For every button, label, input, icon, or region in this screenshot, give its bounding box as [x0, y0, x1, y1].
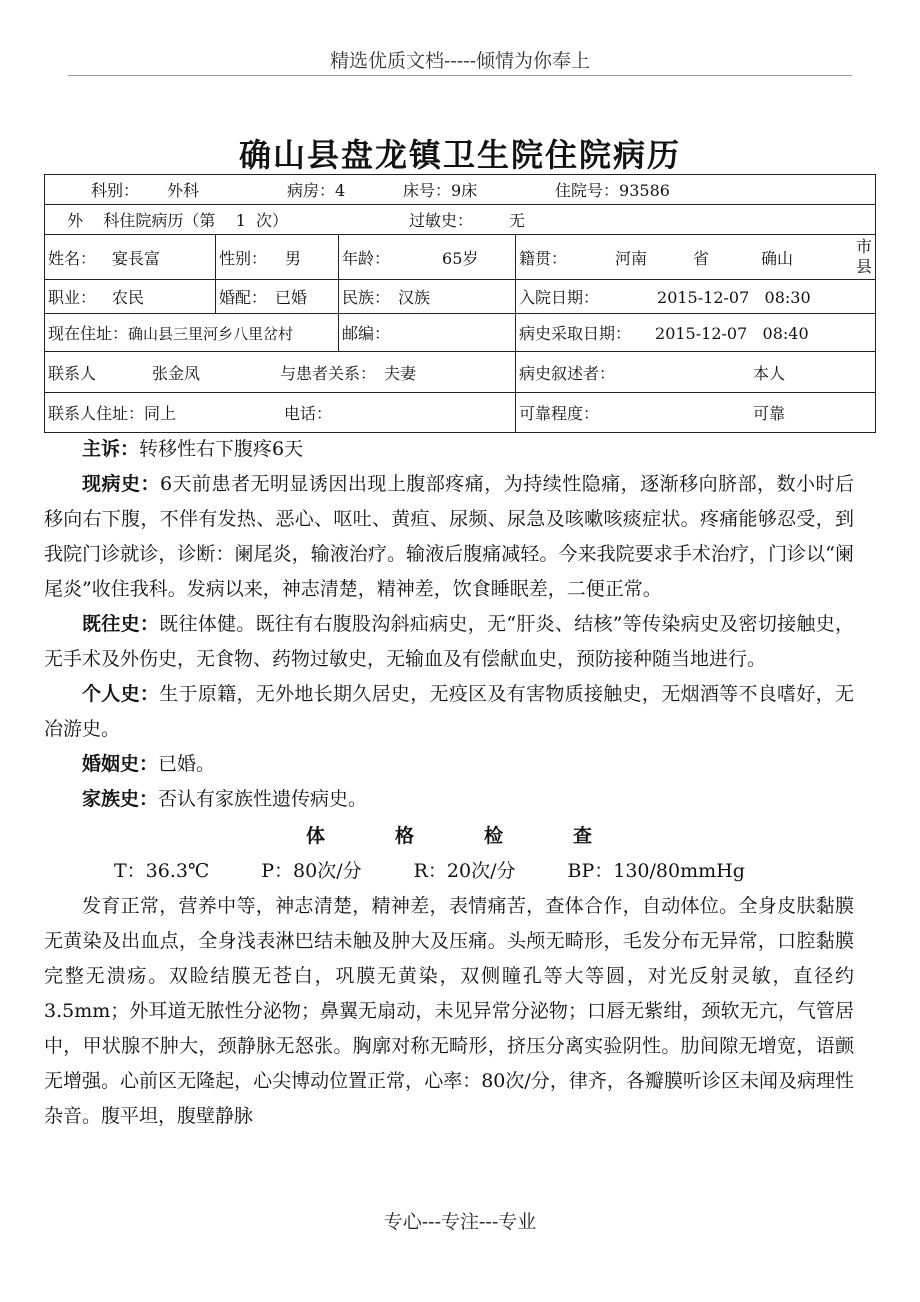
footer-note: 专心---专注---专业 — [383, 1211, 537, 1233]
family-label: 家族史： — [82, 788, 159, 810]
vital-pulse: P：80次/分 — [261, 860, 362, 882]
info-row-dept — [45, 175, 876, 205]
admno-label: 住院号： — [555, 181, 620, 200]
admit-label: 入院日期： — [519, 288, 600, 307]
contact-cell — [45, 352, 516, 393]
age-cell — [339, 235, 516, 280]
marital-history — [44, 747, 854, 782]
ethnic-label: 民族： — [342, 288, 391, 307]
allergy-label: 过敏史： — [409, 211, 474, 230]
narrator-value: 本人 — [753, 363, 786, 383]
vital-resp: R：20次/分 — [413, 860, 516, 882]
header-note: 精选优质文档-----倾情为你奉上 — [329, 50, 591, 72]
exam-heading-char: 格 — [394, 825, 414, 847]
personal-text: 生于原籍，无外地长期久居史，无疫区及有害物质接触史，无烟酒等不良嗜好，无冶游史。 — [44, 683, 854, 740]
ward-label: 病房： — [287, 181, 336, 200]
patient-info-table — [44, 174, 876, 433]
ward-value: 4 — [335, 181, 346, 200]
header-divider — [68, 75, 852, 76]
name-label: 姓名： — [48, 248, 97, 268]
exam-heading-char: 检 — [484, 825, 504, 847]
record-type: 外 科住院病历（第 1 次） — [67, 211, 289, 230]
relation-value: 夫妻 — [384, 363, 417, 383]
personal-history — [44, 677, 854, 747]
city-suffix-xian: 县 — [855, 257, 872, 276]
job-label: 职业： — [48, 288, 97, 307]
addr-label: 现在住址： — [48, 324, 129, 343]
contact-value: 张金凤 — [152, 363, 201, 383]
admit-cell — [516, 280, 876, 314]
hist-date-cell — [516, 314, 876, 352]
past-history — [44, 607, 854, 677]
city-suffix-shi: 市 — [855, 237, 872, 256]
admno-value: 93586 — [619, 181, 670, 200]
exam-heading-char: 查 — [573, 825, 593, 847]
contact-addr-cell — [45, 393, 516, 433]
past-label: 既往史： — [82, 613, 160, 635]
exam-heading — [44, 819, 854, 854]
zip-cell — [339, 314, 516, 352]
page-title: 确山县盘龙镇卫生院住院病历 — [238, 136, 681, 174]
info-row-record — [45, 205, 876, 235]
allergy-value: 无 — [509, 211, 526, 230]
chief-text: 转移性右下腹疼6天 — [139, 438, 304, 460]
present-illness — [44, 467, 854, 607]
chief-label: 主诉： — [82, 438, 140, 460]
job-value: 农民 — [112, 288, 145, 307]
name-cell — [45, 235, 216, 280]
zip-label: 邮编： — [342, 324, 391, 343]
sex-label: 性别： — [219, 248, 268, 268]
phone-label: 电话： — [284, 404, 333, 423]
narrator-label: 病史叙述者： — [519, 363, 616, 383]
addr-cell — [45, 314, 339, 352]
contact-addr-value: 同上 — [144, 404, 177, 423]
age-value: 65岁 — [442, 248, 479, 268]
narrator-cell — [516, 352, 876, 393]
bed-value: 9床 — [451, 181, 478, 200]
addr-value: 确山县三里河乡八里岔村 — [128, 325, 294, 343]
contact-addr-label: 联系人住址： — [48, 404, 145, 423]
native-label: 籍贯： — [519, 248, 568, 268]
job-cell — [45, 280, 216, 314]
admit-date: 2015-12-07 08:30 — [657, 288, 811, 307]
vital-bp: BP：130/80mmHg — [567, 860, 745, 882]
family-text: 否认有家族性遗传病史。 — [158, 788, 368, 810]
hist-date-label: 病史采取日期： — [519, 324, 632, 343]
sex-value: 男 — [285, 248, 302, 268]
personal-label: 个人史： — [82, 683, 160, 705]
city-value: 确山 — [761, 248, 794, 268]
present-label: 现病史： — [82, 473, 160, 495]
dept-label: 科别： — [91, 181, 140, 200]
reliability-label: 可靠程度： — [519, 404, 600, 423]
history-sections — [44, 432, 854, 1134]
chief-complaint — [44, 432, 854, 467]
reliability-value: 可靠 — [753, 404, 786, 423]
marital-text: 已婚。 — [158, 753, 216, 775]
city-suffix — [856, 237, 872, 277]
province-suffix: 省 — [693, 248, 710, 268]
bed-label: 床号： — [403, 181, 452, 200]
exam-body: 发育正常，营养中等，神志清楚，精神差，表情痛苦，查体合作，自动体位。全身皮肤黏膜无黄染及出血点，全身浅表淋巴结未触及肿大及压痛。头颅无畸形，毛发分布无异常，口腔黏膜完整无溃疡。双睑结膜无苍白，巩膜无黄染，双侧瞳孔等大等圆，对光反射灵敏，直径约3.5mm；外耳道无脓性分泌物；鼻翼无扇动，未见异常分泌物；口唇无紫绀，颈软无亢，气管居中，甲状腺不肿大，颈静脉无怒张。胸廓对称无畸形，挤压分离实验阴性。肋间隙无增宽，语颤无增强。心前区无隆起，心尖博动位置正常，心率：80次/分，律齐，各瓣膜听诊区未闻及病理性杂音。腹平坦，腹壁静脉 — [44, 895, 854, 1127]
hist-date: 2015-12-07 08:40 — [655, 324, 809, 343]
ethnic-value: 汉族 — [398, 288, 431, 307]
age-label: 年龄： — [342, 248, 391, 268]
marital-label: 婚姻史： — [82, 753, 159, 775]
ethnic-cell — [339, 280, 516, 314]
present-text: 6天前患者无明显诱因出现上腹部疼痛，为持续性隐痛，逐渐移向脐部，数小时后移向右下腹，不伴有发热、恶心、呕吐、黄疸、尿频、尿急及咳嗽咳痰症状。疼痛能够忍受，到我院门诊就诊，诊断：阑尾炎，输液治疗。输液后腹痛减轻。今来我院要求手术治疗，门诊以“阑尾炎”收住我科。发病以来，神志清楚，精神差，饮食睡眠差，二便正常。 — [44, 473, 854, 600]
native-cell — [516, 235, 876, 280]
name-value: 宴長富 — [112, 248, 161, 268]
sex-cell — [216, 235, 339, 280]
relation-label: 与患者关系： — [280, 363, 377, 383]
exam-heading-char: 体 — [305, 825, 325, 847]
reliability-cell — [516, 393, 876, 433]
marry-value: 已婚 — [275, 288, 308, 307]
contact-label: 联系人 — [48, 363, 97, 383]
marry-cell — [216, 280, 339, 314]
vital-temp: T：36.3℃ — [114, 860, 210, 882]
vital-signs — [44, 854, 854, 889]
dept-value: 外科 — [167, 181, 200, 200]
past-text: 既往体健。既往有右腹股沟斜疝病史，无“肝炎、结核”等传染病史及密切接触史，无手术及外伤史，无食物、药物过敏史，无输血及有偿献血史，预防接种随当地进行。 — [44, 613, 854, 670]
family-history — [44, 782, 854, 817]
marry-label: 婚配： — [219, 288, 268, 307]
province-value: 河南 — [615, 248, 648, 268]
